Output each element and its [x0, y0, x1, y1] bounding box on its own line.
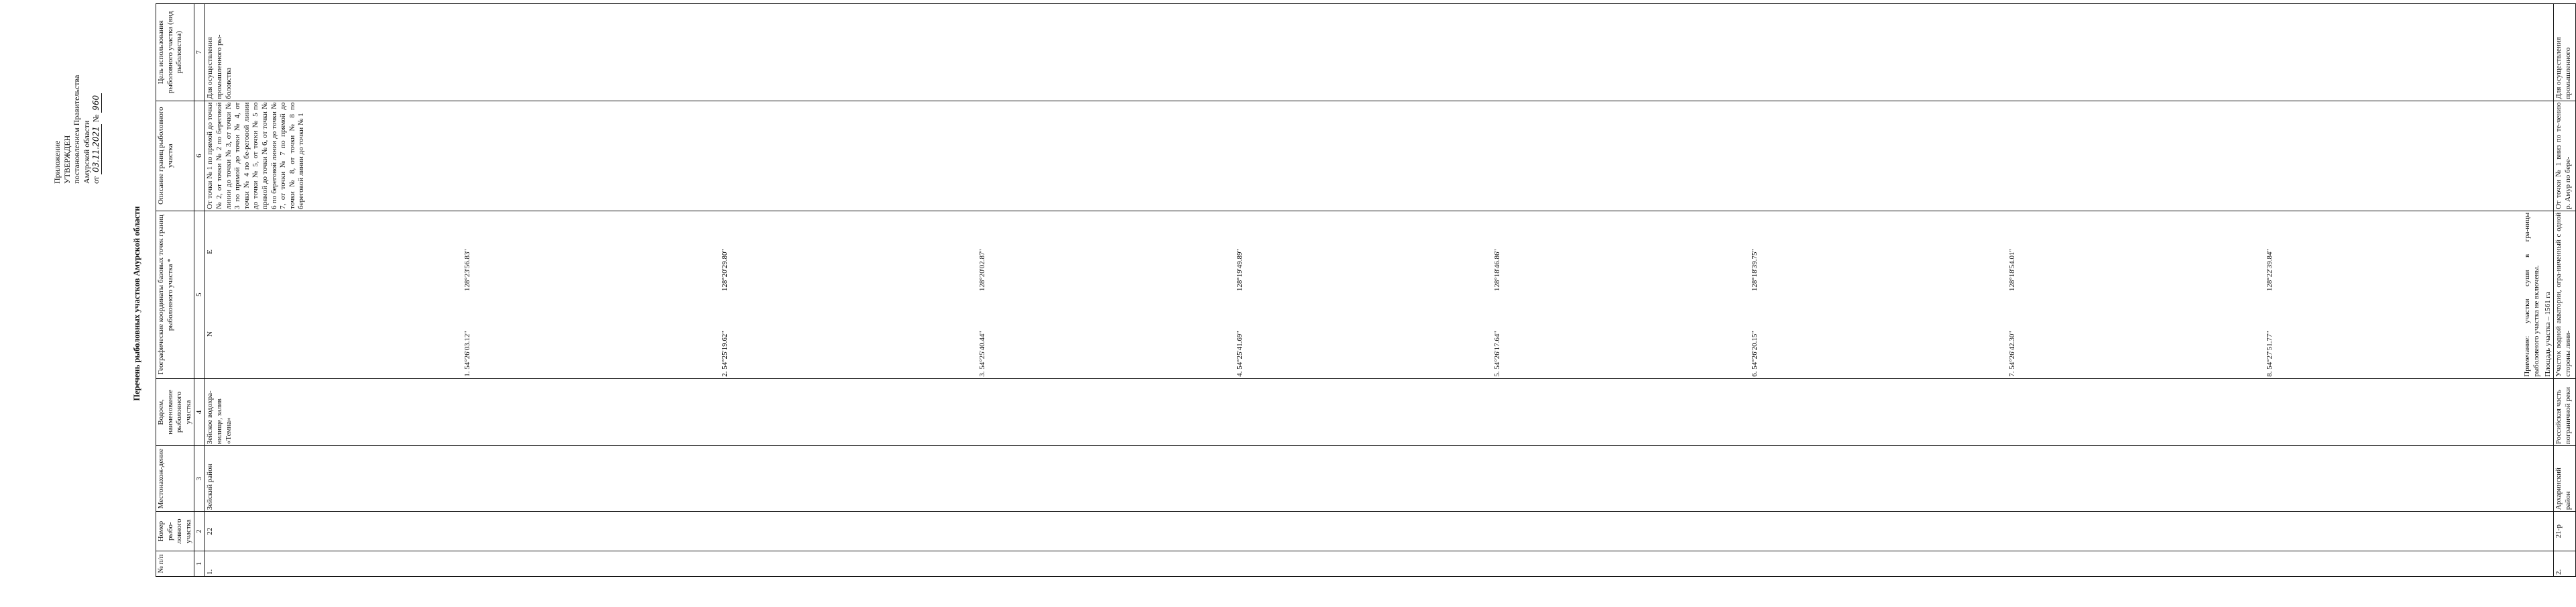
coord-n: 7. 54°26'42.30" [2008, 331, 2017, 377]
coord-n: 6. 54°26'20.15" [1751, 331, 1759, 377]
coord-e: 128°18'46.86" [1493, 249, 1502, 292]
row-index: 2. [2554, 551, 2576, 577]
coord-e: 128°18'39.75" [1751, 249, 1759, 292]
column-number: 2 [194, 512, 205, 551]
coord-head-e: E [206, 250, 215, 254]
coord-n: 3. 54°25'40.44" [978, 331, 987, 377]
coord-e: 128°19'49.89" [1236, 249, 1244, 292]
coord-e: 128°22'39.84" [2266, 249, 2274, 292]
header-col-2: Номер рыбо-ловного участка [156, 512, 194, 551]
coordinates-cell: Участок водной акватории, огра-ниченный с одной стороны лини- [2554, 211, 2576, 378]
header-col-1: № п/п [156, 551, 194, 577]
column-number: 6 [194, 101, 205, 211]
coordinates-table [206, 213, 2523, 377]
area-number: 22 [205, 512, 2554, 551]
column-number: 4 [194, 378, 205, 445]
coord-e: 128°20'29.80" [721, 249, 729, 292]
approval-line-2: УТВЕРЖДЕН [62, 135, 72, 184]
coord-e: 128°20'02.87" [978, 249, 987, 292]
coord-n: 1. 54°26'03.12" [463, 331, 472, 377]
coord-head-n: N [206, 331, 215, 337]
water-body: Российская часть пограничной реки [2554, 378, 2576, 445]
approval-line-4: Амурской области [81, 120, 91, 184]
usage-purpose: Для осуществления промышленного [2554, 4, 2576, 101]
approval-line-1: Приложение [52, 140, 62, 184]
column-number: 1 [194, 551, 205, 577]
handwritten-number: 960 [91, 93, 102, 113]
coord-e: 128°18'54.01" [2008, 249, 2017, 292]
fishing-areas-table [156, 3, 2576, 577]
coordinates-note: Примечание: участки суши в гра-ницы рыболовного участка не включены. [2523, 212, 2540, 377]
document-title: Перечень рыболовных участков Амурской области [132, 206, 141, 401]
header-col-6: Описание границ рыболовного участка [156, 101, 194, 211]
header-col-5: Географические координаты базовых точек границ рыболовного участка * [156, 211, 194, 378]
header-col-3: Местонахож-дение [156, 446, 194, 512]
area-location: Архаринский район [2554, 446, 2576, 512]
row-index: 1. [205, 551, 2554, 577]
column-number: 5 [194, 211, 205, 378]
coord-n: 8. 54°27'51.77" [2266, 331, 2274, 377]
approval-date-line [91, 9, 102, 184]
handwritten-date: 03.11.2021 [91, 124, 102, 174]
area-number: 21-р [2554, 512, 2576, 551]
column-number-row [194, 4, 205, 577]
date-prefix: от [91, 176, 101, 184]
column-number: 3 [194, 446, 205, 512]
approval-block [52, 9, 102, 184]
table-row [205, 4, 2554, 577]
coord-e: 128°23'56.83" [463, 249, 472, 292]
approval-line-3: постановлением Правительства [72, 74, 81, 184]
column-number: 7 [194, 4, 205, 101]
area-location: Зейский район [205, 446, 2554, 512]
boundary-description: От точки № 1 вниз по те-чению р. Амур по бере- [2554, 101, 2576, 211]
table-row [2554, 4, 2576, 577]
number-prefix: № [91, 114, 101, 123]
area-size: Площадь участка – 1561 га [2543, 292, 2552, 377]
usage-purpose: Для осуществления промышленного ры-боловства [205, 4, 2554, 101]
coord-n: 4. 54°25'41.69" [1236, 331, 1244, 377]
coord-n: 2. 54°25'19.62" [721, 331, 729, 377]
coordinates-cell [205, 211, 2554, 378]
header-col-4: Водоем, наименование рыболовного участка [156, 378, 194, 445]
header-col-7: Цель использования рыболовного участка (вид рыболовства) [156, 4, 194, 101]
table-header-row [156, 4, 194, 577]
coord-n: 5. 54°26'17.64" [1493, 331, 1502, 377]
boundary-description: От точки № 1 по прямой до точки № 2, от точки № 2 по береговой линии до точки № 3, от точки № 3 по прямой до точки № 4, от точки № 4 по бе-реговой линии до точки № 5, от точки № 5 по прямой до точки № 6, от точки № 6 по береговой линии до точки № 7, от точки № 7 по прямой до точки № 8, от точки № 8 по береговой линии до точки № 1 [205, 101, 2554, 211]
water-body: Зейское водохра-нилище, залив «Темна» [205, 378, 2554, 445]
